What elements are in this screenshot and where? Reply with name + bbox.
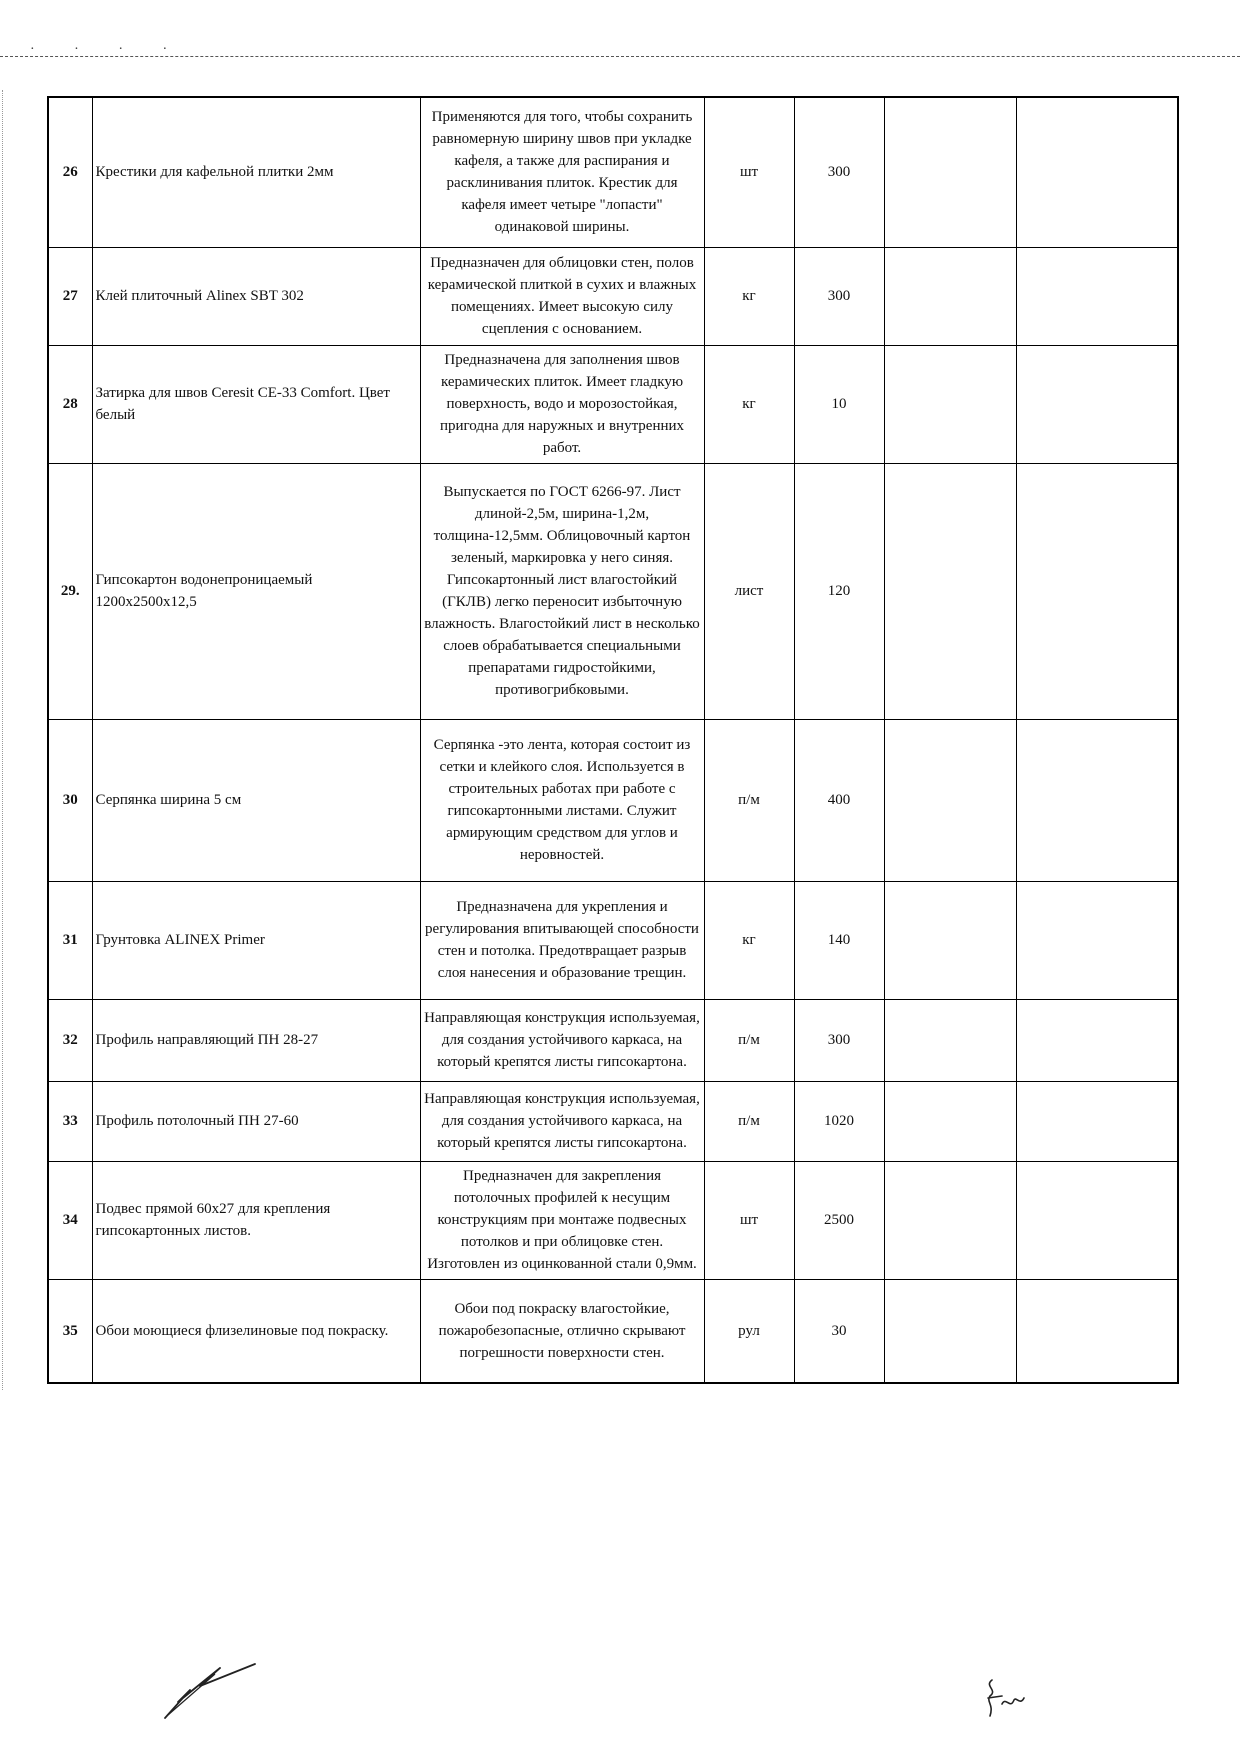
empty-total-cell (1016, 881, 1178, 999)
item-name-cell: Обои моющиеся флизелиновые под покраску. (92, 1279, 420, 1383)
empty-total-cell (1016, 999, 1178, 1081)
item-description-cell: Предназначен для закрепления потолочных профилей к несущим конструкциям при монтаже подвесных потолков и при облицовке стен. Изготовлен из оцинкованной стали 0,9мм. (420, 1161, 704, 1279)
empty-price-cell (884, 247, 1016, 345)
empty-total-cell (1016, 1161, 1178, 1279)
empty-total-cell (1016, 97, 1178, 247)
empty-total-cell (1016, 247, 1178, 345)
quantity-cell: 2500 (794, 1161, 884, 1279)
empty-price-cell (884, 1081, 1016, 1161)
empty-total-cell (1016, 345, 1178, 463)
quantity-cell: 300 (794, 247, 884, 345)
item-description-cell: Направляющая конструкция используемая, для создания устойчивого каркаса, на который крепятся листы гипсокартона. (420, 999, 704, 1081)
item-description-cell: Предназначена для укрепления и регулирования впитывающей способности стен и потолка. Предотвращает разрыв слоя нанесения и образование трещин. (420, 881, 704, 999)
item-name-cell: Гипсокартон водонепроницаемый 1200х2500х12,5 (92, 463, 420, 719)
row-number-cell: 28 (48, 345, 92, 463)
empty-total-cell (1016, 719, 1178, 881)
empty-price-cell (884, 97, 1016, 247)
scan-artifact-line (0, 56, 1240, 57)
table-row (48, 1081, 1178, 1161)
item-description-cell: Выпускается по ГОСТ 6266-97. Лист длиной-2,5м, ширина-1,2м, толщина-12,5мм. Облицовочный картон зеленый, маркировка у него синяя. Гипсокартонный лист влагостойкий (ГКЛВ) легко переносит избыточную влажность. Влагостойкий лист в несколько слоев обрабатывается специальными препаратами гидростойкими, противогрибковыми. (420, 463, 704, 719)
table-row (48, 97, 1178, 247)
scan-margin-marks (2, 90, 6, 1390)
unit-cell: кг (704, 881, 794, 999)
unit-cell: п/м (704, 719, 794, 881)
empty-price-cell (884, 719, 1016, 881)
table-row (48, 719, 1178, 881)
row-number-cell: 26 (48, 97, 92, 247)
unit-cell: кг (704, 345, 794, 463)
row-number-cell: 31 (48, 881, 92, 999)
table-row (48, 999, 1178, 1081)
item-description-cell: Применяются для того, чтобы сохранить равномерную ширину швов при укладке кафеля, а также для распирания и расклинивания плиток. Крестик для кафеля имеет четыре "лопасти" одинаковой ширины. (420, 97, 704, 247)
row-number-cell: 35 (48, 1279, 92, 1383)
empty-price-cell (884, 1279, 1016, 1383)
empty-price-cell (884, 463, 1016, 719)
signature-left (160, 1660, 260, 1720)
unit-cell: шт (704, 1161, 794, 1279)
row-number-cell: 33 (48, 1081, 92, 1161)
unit-cell: лист (704, 463, 794, 719)
signature-right (980, 1676, 1030, 1722)
item-name-cell: Серпянка ширина 5 см (92, 719, 420, 881)
item-name-cell: Затирка для швов Ceresit CE-33 Comfort. Цвет белый (92, 345, 420, 463)
empty-total-cell (1016, 1081, 1178, 1161)
item-description-cell: Предназначен для облицовки стен, полов керамической плиткой в сухих и влажных помещениях. Имеет высокую силу сцепления с основанием. (420, 247, 704, 345)
scan-artifact-dots: · · · · (30, 42, 186, 57)
item-description-cell: Обои под покраску влагостойкие, пожаробезопасные, отлично скрывают погрешности поверхности стен. (420, 1279, 704, 1383)
row-number-cell: 34 (48, 1161, 92, 1279)
quantity-cell: 300 (794, 999, 884, 1081)
item-description-cell: Направляющая конструкция используемая, для создания устойчивого каркаса, на который крепятся листы гипсокартона. (420, 1081, 704, 1161)
table-row (48, 1279, 1178, 1383)
empty-price-cell (884, 999, 1016, 1081)
item-description-cell: Серпянка -это лента, которая состоит из сетки и клейкого слоя. Используется в строительных работах при работе с гипсокартонными листами. Служит армирующим средством для углов и неровностей. (420, 719, 704, 881)
empty-total-cell (1016, 1279, 1178, 1383)
quantity-cell: 10 (794, 345, 884, 463)
empty-price-cell (884, 1161, 1016, 1279)
item-name-cell: Клей плиточный Alinex SBT 302 (92, 247, 420, 345)
item-name-cell: Профиль потолочный ПН 27-60 (92, 1081, 420, 1161)
table-row (48, 463, 1178, 719)
item-description-cell: Предназначена для заполнения швов керамических плиток. Имеет гладкую поверхность, водо и морозостойкая, пригодна для наружных и внутренних работ. (420, 345, 704, 463)
unit-cell: п/м (704, 1081, 794, 1161)
specification-table (47, 96, 1179, 1384)
quantity-cell: 30 (794, 1279, 884, 1383)
item-name-cell: Профиль направляющий ПН 28-27 (92, 999, 420, 1081)
unit-cell: рул (704, 1279, 794, 1383)
row-number-cell: 27 (48, 247, 92, 345)
quantity-cell: 120 (794, 463, 884, 719)
quantity-cell: 140 (794, 881, 884, 999)
row-number-cell: 32 (48, 999, 92, 1081)
empty-price-cell (884, 345, 1016, 463)
table-row (48, 345, 1178, 463)
row-number-cell: 29. (48, 463, 92, 719)
quantity-cell: 400 (794, 719, 884, 881)
item-name-cell: Крестики для кафельной плитки 2мм (92, 97, 420, 247)
unit-cell: шт (704, 97, 794, 247)
empty-price-cell (884, 881, 1016, 999)
table-row (48, 247, 1178, 345)
empty-total-cell (1016, 463, 1178, 719)
unit-cell: п/м (704, 999, 794, 1081)
row-number-cell: 30 (48, 719, 92, 881)
quantity-cell: 300 (794, 97, 884, 247)
table-row (48, 1161, 1178, 1279)
item-name-cell: Подвес прямой 60х27 для крепления гипсокартонных листов. (92, 1161, 420, 1279)
item-name-cell: Грунтовка ALINEX Primer (92, 881, 420, 999)
unit-cell: кг (704, 247, 794, 345)
table-body (48, 97, 1178, 1383)
table-row (48, 881, 1178, 999)
quantity-cell: 1020 (794, 1081, 884, 1161)
